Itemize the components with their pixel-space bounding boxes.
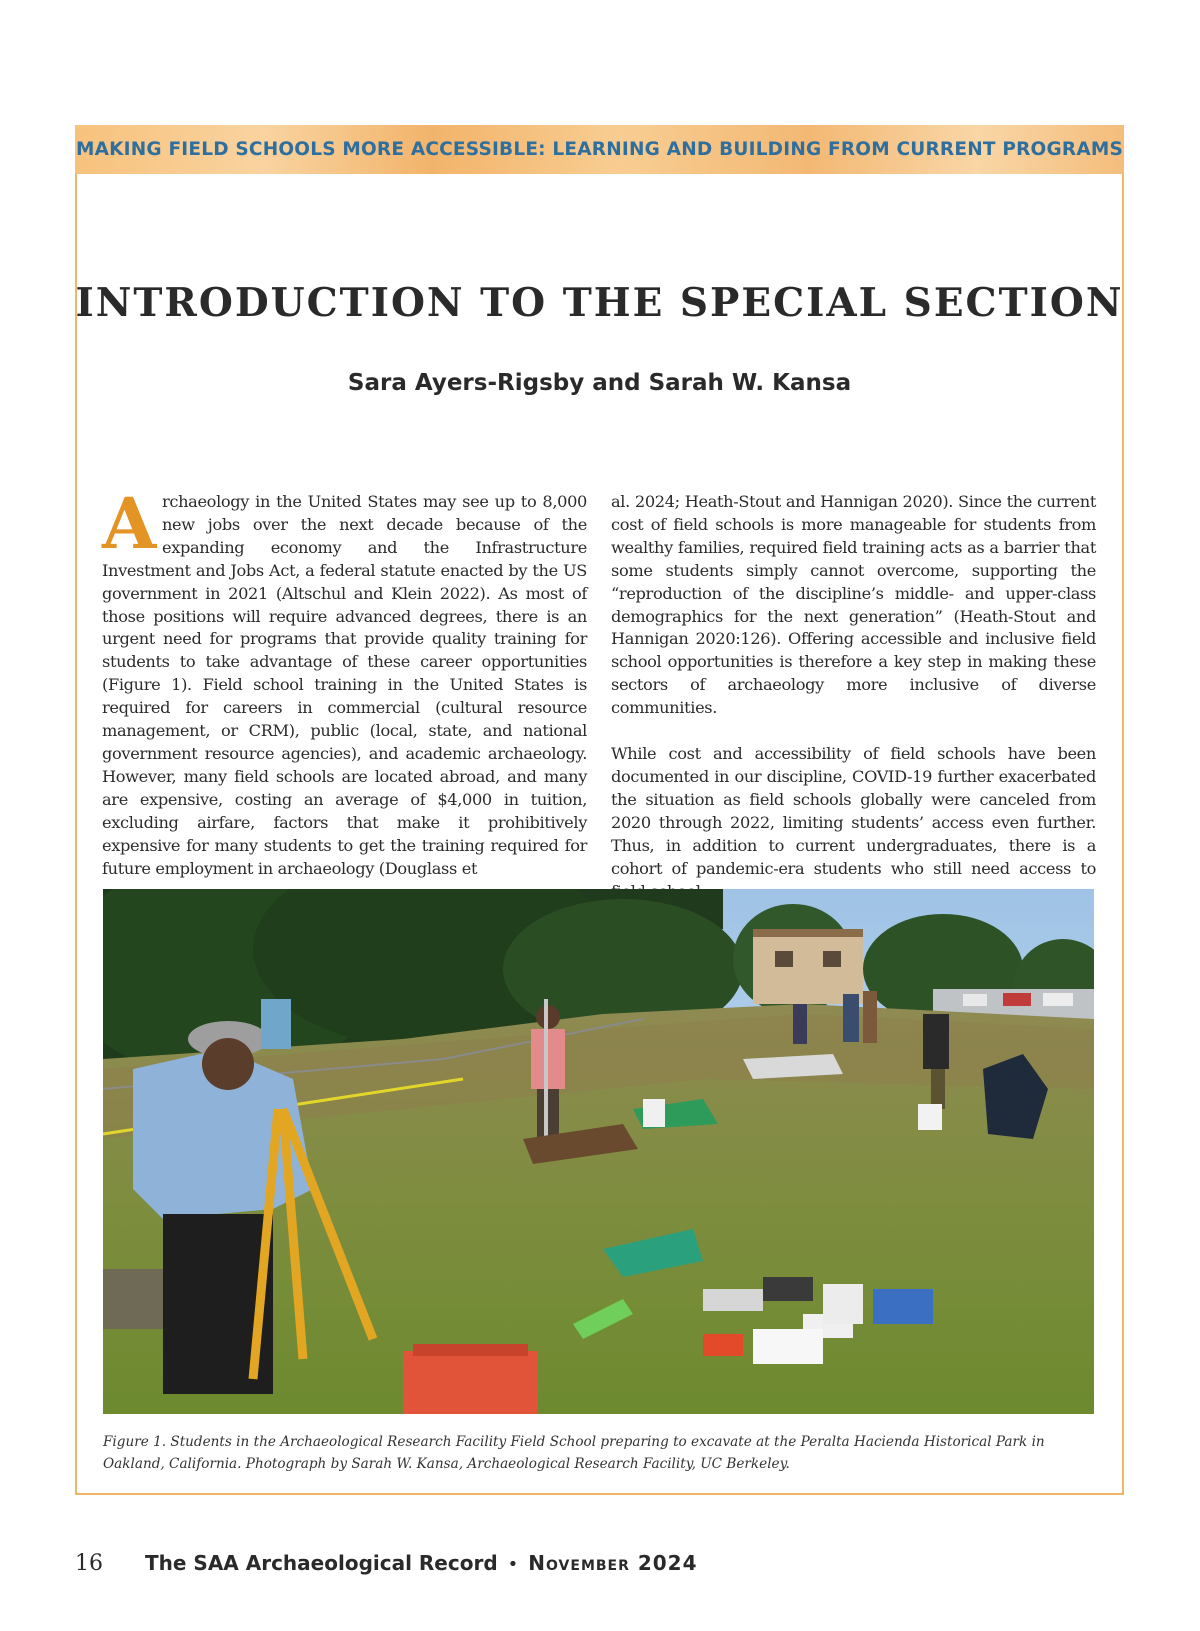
banner-text: MAKING FIELD SCHOOLS MORE ACCESSIBLE: LEARNING AND BUILDING FROM CURRENT PROGRAMS — [76, 139, 1123, 160]
body-column-right — [611, 491, 1096, 903]
left-paragraph: rchaeology in the United States may see up to 8,000 new jobs over the next decade because of the expanding economy and the Infrastructure Investment and Jobs Act, a federal statute enacted by the US government in 2021 (Altschul and Klein 2022). As most of those positions will require advanced degrees, there is an urgent need for programs that provide quality training for students to take advantage of these career opportunities (Figure 1). Field school training in the United States is required for careers in commercial (cultural resource management, or CRM), public (local, state, and national government resource agencies), and academic archaeology. However, many field schools are located abroad, and many are expensive, costing an average of $4,000 in tuition, excluding airfare, factors that make it prohibitively expensive for many students to get the training required for future employment in archaeology (Douglass et — [102, 492, 587, 878]
journal-name: The SAA Archaeological Record — [145, 1551, 498, 1575]
figure-caption: Figure 1. Students in the Archaeological Research Facility Field School preparing to excavate at the Peralta Hacienda Historical Park in Oakland, California. Photograph by Sarah W. Kansa, Archaeological Research Facility, UC Berkeley. — [103, 1434, 1045, 1472]
section-banner — [75, 125, 1124, 174]
right-paragraph-2: While cost and accessibility of field schools have been documented in our discipline, COVID-19 further exacerbated the situation as field schools globally were canceled from 2020 through 2022, limiting students’ access even further. Thus, in addition to current undergraduates, there is a cohort of pandemic-era students who still need access to — [611, 744, 1096, 878]
drop-cap: A — [102, 482, 156, 565]
article-authors: Sara Ayers-Rigsby and Sarah W. Kansa — [347, 370, 852, 396]
issue-date: November 2024 — [528, 1551, 698, 1575]
figure-1-photo — [103, 889, 1094, 1414]
article-title: INTRODUCTION TO THE SPECIAL SECTION — [75, 280, 1124, 326]
page-footer — [75, 1551, 698, 1581]
body-column-left — [102, 482, 587, 880]
right-paragraph-1: al. 2024; Heath-Stout and Hannigan 2020). Since the current cost of field schools is more manageable for students from wealthy families, required field training acts as a barrier that some students simply cannot overcome, supporting the “reproduction of the discipline’s middle- and upper-class demographics for the next generation” (Heath-Stout and Hannigan 2020:126). Offering accessible and inclusive field school opportunities is therefore a key step in making these sectors of archaeology more inclusive of diverse communities. — [611, 492, 1096, 718]
footer-separator: • — [507, 1554, 519, 1575]
page-number: 16 — [75, 1551, 103, 1576]
field-school-photo-illustration — [103, 889, 1094, 1414]
